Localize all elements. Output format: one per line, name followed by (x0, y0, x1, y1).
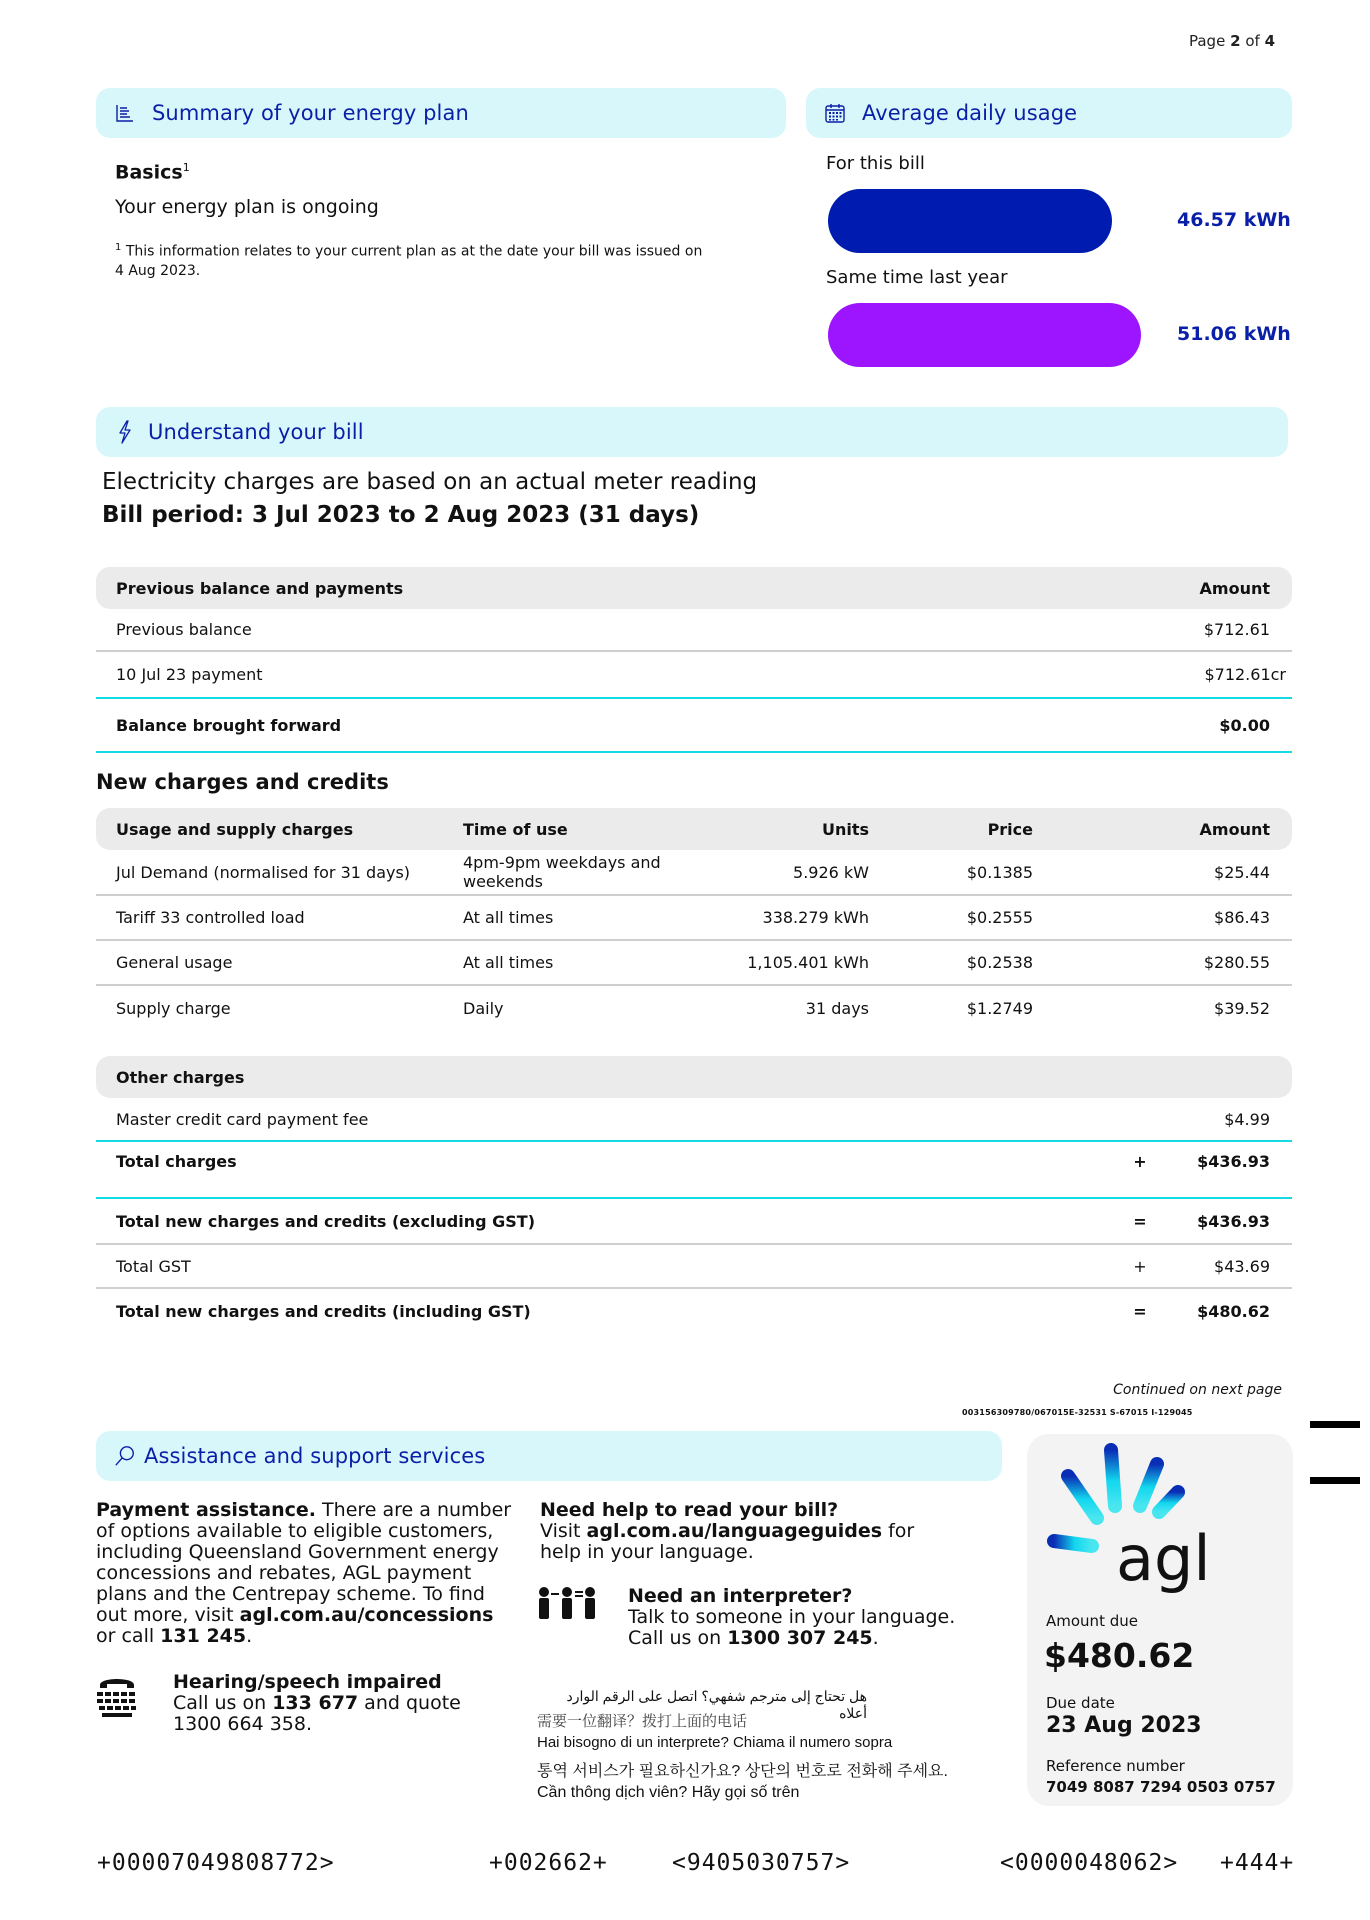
header-desc: Other charges (116, 1067, 245, 1087)
row-amount: $436.93 (1197, 1152, 1270, 1171)
cell-price: $0.2538 (966, 953, 1033, 972)
agl-logo (1042, 1440, 1212, 1604)
magnifier-icon (114, 1445, 136, 1467)
usage-charges-table (96, 808, 1292, 1030)
header-units: Units (821, 819, 869, 839)
reference-number-label: Reference number (1046, 1757, 1185, 1775)
this-bill-value: 46.57 kWh (1177, 209, 1291, 231)
lang-korean: 통역 서비스가 필요하신가요? 상단의 번호로 전화해 주세요. (537, 1763, 948, 1780)
calendar-icon (824, 102, 846, 124)
concessions-link[interactable]: agl.com.au/concessions (239, 1604, 494, 1626)
average-usage-title: Average daily usage (862, 101, 1078, 125)
cell-charge: General usage (116, 953, 233, 972)
other-charges-header (96, 1056, 1292, 1098)
interp-line: Talk to someone in your language. (628, 1606, 956, 1628)
plan-footnote (115, 238, 755, 281)
hearing-phone: 133 677 (272, 1692, 359, 1714)
ocr-segment-b: +002662+ (489, 1850, 608, 1876)
payment-or: or call (96, 1625, 161, 1647)
header-charge: Usage and supply charges (116, 819, 354, 839)
this-bill-label: For this bill (826, 153, 925, 174)
header-amount: Amount (1199, 819, 1270, 839)
cell-units: 1,105.401 kWh (747, 953, 869, 972)
row-operator: + (1133, 1152, 1147, 1171)
row-desc: Total charges (116, 1152, 237, 1171)
interp-pre: Call us on (628, 1627, 728, 1649)
previous-balance-table (96, 567, 1292, 753)
margin-mark (1310, 1477, 1360, 1484)
row-desc: Total new charges and credits (excluding GST) (116, 1211, 536, 1231)
table-row (96, 896, 1292, 941)
interp-title: Need an interpreter? (628, 1585, 853, 1607)
other-charges-table (96, 1056, 1292, 1333)
interpreter-icon (537, 1586, 597, 1624)
margin-mark (1310, 1421, 1360, 1428)
summary-header (96, 88, 786, 138)
payment-assistance-text: There are a number of options available to eligible customers, including Queensland Government energy concessions and rebates, AGL payment plans and the Centrepay scheme. To find out more, visit (96, 1499, 512, 1626)
row-desc: Master credit card payment fee (116, 1109, 369, 1129)
total-gst-row (96, 1245, 1292, 1289)
cell-price: $1.2749 (966, 998, 1033, 1018)
table-row (96, 609, 1292, 652)
row-amount: $0.00 (1219, 715, 1270, 735)
page-number (1189, 32, 1275, 50)
payment-assistance (96, 1500, 516, 1647)
basics-label: Basics (115, 161, 183, 184)
interp-phone: 1300 307 245 (727, 1627, 873, 1649)
previous-balance-header (96, 567, 1292, 609)
amount-due-label: Amount due (1046, 1612, 1138, 1630)
row-desc: 10 Jul 23 payment (116, 665, 263, 684)
cell-units: 31 days (805, 998, 869, 1018)
header-price: Price (987, 819, 1033, 839)
row-desc: Balance brought forward (116, 715, 342, 735)
footnote-line1: This information relates to your current plan as at the date your bill was issued on (125, 243, 703, 260)
cell-time-of-use: At all times (463, 908, 554, 927)
lang-chinese: 需要一位翻译？拨打上面的电话 (537, 1713, 748, 1730)
assistance-title: Assistance and support services (144, 1444, 486, 1468)
header-desc: Previous balance and payments (116, 578, 404, 598)
due-date-label: Due date (1046, 1694, 1115, 1712)
row-amount: $43.69 (1214, 1256, 1270, 1276)
readbill-pre: Visit (540, 1520, 587, 1542)
row-amount: $436.93 (1197, 1211, 1270, 1231)
cell-amount: $39.52 (1214, 998, 1270, 1018)
cell-time-of-use: Daily (463, 998, 504, 1018)
document-lines-icon (114, 102, 136, 124)
cell-price: $0.1385 (966, 862, 1033, 882)
header-time-of-use: Time of use (463, 819, 568, 839)
row-desc: Previous balance (116, 620, 252, 639)
footnote-line2: 4 Aug 2023. (115, 262, 201, 279)
table-row (96, 652, 1292, 699)
summary-title: Summary of your energy plan (152, 101, 469, 125)
footnote-marker: 1 (115, 242, 122, 253)
cell-units: 5.926 kW (793, 862, 869, 882)
this-bill-bar (828, 189, 1112, 253)
total-excl-gst-row (96, 1199, 1292, 1245)
due-date-value: 23 Aug 2023 (1046, 1713, 1202, 1738)
page-current: 2 (1230, 32, 1241, 50)
payment-end: . (246, 1625, 253, 1647)
row-desc: Total GST (116, 1256, 191, 1276)
ocr-segment-e: +444+ (1220, 1850, 1295, 1876)
row-amount: $4.99 (1224, 1109, 1270, 1129)
table-row (96, 1098, 1292, 1142)
table-row (96, 941, 1292, 986)
assistance-header (96, 1431, 1002, 1481)
row-amount: $712.61 (1203, 620, 1270, 639)
payment-phone: 131 245 (160, 1625, 247, 1647)
interpreter-help (628, 1586, 1008, 1649)
amount-due-value: $480.62 (1044, 1636, 1195, 1675)
cell-units: 338.279 kWh (762, 908, 869, 927)
readbill-title: Need help to read your bill? (540, 1499, 839, 1521)
cell-time-of-use: At all times (463, 953, 554, 972)
basics-title (115, 161, 190, 183)
continued-note: Continued on next page (1113, 1382, 1282, 1398)
interp-end: . (872, 1627, 879, 1649)
meter-reading-text: Electricity charges are based on an actual meter reading (102, 469, 758, 495)
hearing-title: Hearing/speech impaired (173, 1671, 442, 1693)
page-prefix: Page (1188, 32, 1226, 50)
ocr-segment-a: +00007049808772> (97, 1850, 335, 1876)
agl-logo-text: agl (1116, 1522, 1211, 1595)
page-total: 4 (1264, 32, 1275, 50)
payment-assistance-title: Payment assistance. (96, 1499, 317, 1521)
last-year-label: Same time last year (826, 267, 1008, 288)
header-amount: Amount (1199, 578, 1270, 598)
cell-amount: $280.55 (1203, 953, 1270, 972)
understand-header (96, 407, 1288, 457)
average-usage-header (806, 88, 1292, 138)
cell-charge: Tariff 33 controlled load (116, 908, 305, 927)
balance-forward-row (96, 699, 1292, 753)
total-incl-gst-row (96, 1289, 1292, 1333)
page-of: of (1245, 32, 1260, 50)
cell-price: $0.2555 (966, 908, 1033, 927)
lang-vietnamese: Cần thông dịch viên? Hãy gọi số trên (537, 1784, 800, 1801)
read-bill-help (540, 1500, 960, 1563)
hearing-quote: 1300 664 358. (173, 1713, 313, 1735)
row-operator: = (1133, 1301, 1147, 1321)
usage-table-header (96, 808, 1292, 850)
cell-charge: Jul Demand (normalised for 31 days) (116, 862, 411, 882)
lightning-icon (114, 421, 136, 443)
hearing-impaired (173, 1672, 513, 1735)
row-desc: Total new charges and credits (including GST) (116, 1301, 531, 1321)
last-year-bar (828, 303, 1141, 367)
row-amount: $712.61cr (1204, 665, 1286, 684)
row-operator: + (1133, 1256, 1147, 1276)
cell-amount: $25.44 (1214, 862, 1270, 882)
hearing-mid: and quote (358, 1692, 461, 1714)
basics-footnote-marker: 1 (182, 161, 190, 174)
total-charges-row (96, 1142, 1292, 1199)
row-amount: $480.62 (1197, 1301, 1270, 1321)
lang-italian: Hai bisogno di un interprete? Chiama il numero sopra (537, 1734, 893, 1751)
languageguides-link[interactable]: agl.com.au/languageguides (586, 1520, 883, 1542)
understand-title: Understand your bill (148, 420, 364, 444)
reference-number-value: 7049 8087 7294 0503 0757 (1046, 1778, 1276, 1796)
last-year-value: 51.06 kWh (1177, 323, 1291, 345)
lang-arabic: هل تحتاج إلى مترجم شفهي؟ اتصل على الرقم الوارد أعلاه (566, 1688, 867, 1721)
table-row (96, 986, 1292, 1030)
row-operator: = (1133, 1211, 1147, 1231)
hearing-pre: Call us on (173, 1692, 273, 1714)
new-charges-title: New charges and credits (96, 770, 389, 794)
ocr-segment-c: <9405030757> (672, 1850, 851, 1876)
ocr-segment-d: <0000048062> (1000, 1850, 1179, 1876)
tty-phone-icon (96, 1675, 138, 1723)
cell-time-of-use: 4pm-9pm weekdays and weekends (463, 853, 661, 891)
document-ref-code: 003156309780/067015E-32531 S-67015 I-129045 (962, 1408, 1193, 1417)
readbill-post: for help in your language. (540, 1520, 915, 1563)
table-row (96, 850, 1292, 896)
plan-status: Your energy plan is ongoing (115, 196, 379, 218)
cell-charge: Supply charge (116, 998, 231, 1018)
cell-amount: $86.43 (1214, 908, 1270, 927)
bill-period: Bill period: 3 Jul 2023 to 2 Aug 2023 (31 days) (102, 502, 700, 528)
